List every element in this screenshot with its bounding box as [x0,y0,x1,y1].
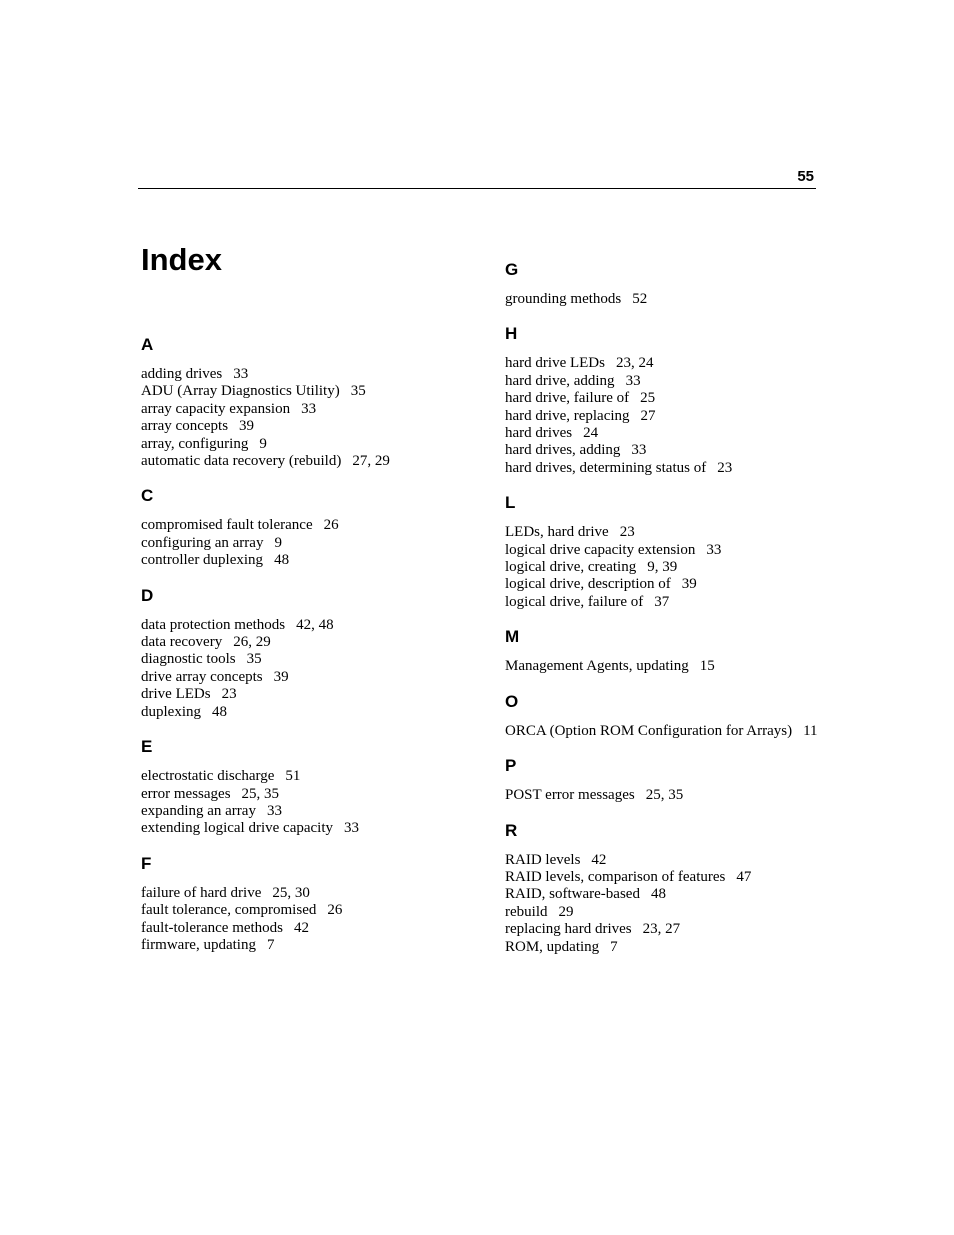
index-term: duplexing [141,703,201,720]
index-term: replacing hard drives [505,921,632,938]
index-entry-list [505,291,835,308]
index-term: fault tolerance, compromised [141,902,317,919]
header-rule [138,188,816,189]
index-term: controller duplexing [141,552,264,569]
index-term: error messages [141,785,231,802]
index-term: logical drive capacity extension [505,541,696,558]
section-letter: E [141,737,153,757]
index-entry-list [505,852,835,956]
index-page-refs: 42, 48 [296,616,334,633]
index-term: array concepts [141,418,229,435]
index-term: rebuild [505,903,548,920]
index-section-r [505,819,835,956]
index-entry-list [505,723,835,740]
index-entry [141,517,471,534]
index-page-refs: 23 [717,459,733,476]
index-term: diagnostic tools [141,651,236,668]
index-page-refs: 9, 39 [647,559,678,576]
index-entry [141,453,471,470]
index-term: hard drive LEDs [505,355,605,372]
index-entry-list [141,885,471,955]
index-section-h [505,322,835,477]
index-entry [141,401,471,418]
section-letter: G [505,260,519,279]
index-entry-list [505,524,835,611]
index-page-refs: 27 [640,407,656,424]
index-section-f [141,852,471,955]
index-term: failure of hard drive [141,884,262,901]
section-letter: O [505,691,519,711]
index-term: logical drive, creating [505,559,637,576]
index-entry [141,937,471,954]
index-page-refs: 35 [350,383,366,400]
index-entry-list [141,366,471,470]
index-page-refs: 27, 29 [352,453,390,470]
index-page-refs: 48 [212,703,227,720]
index-entry [141,383,471,400]
index-page-refs: 39 [239,418,255,435]
index-page-refs: 25, 35 [645,787,684,804]
index-page-refs: 26 [323,517,339,534]
index-term: extending logical drive capacity [141,820,334,837]
index-term: fault-tolerance methods [141,919,284,936]
index-page-refs: 9 [259,435,267,452]
index-page-refs: 24 [583,425,599,442]
index-entry [505,921,835,938]
index-entry [141,786,471,803]
index-page-refs: 25 [640,390,656,407]
index-term: automatic data recovery (rebuild) [141,453,342,470]
index-entry [141,768,471,785]
index-page-refs: 33 [706,541,722,558]
index-term: electrostatic discharge [141,768,275,785]
index-term: grounding methods [505,291,622,307]
index-term: RAID levels [505,851,581,868]
index-term: data recovery [141,634,223,651]
index-page-refs: 51 [285,768,301,785]
index-entry [505,852,835,869]
index-entry [141,436,471,453]
index-term: POST error messages [505,787,635,804]
index-term: LEDs, hard drive [505,524,609,541]
index-entry [505,542,835,559]
index-entry-list [505,658,835,675]
index-entry [141,651,471,668]
section-letter: C [141,486,154,506]
index-entry [141,669,471,686]
index-entry [505,576,835,593]
index-page-refs: 25, 35 [241,785,280,802]
index-page-refs: 42 [591,851,607,868]
index-term: adding drives [141,366,223,382]
index-entry-list [505,355,835,477]
index-entry [141,902,471,919]
index-page-refs: 33 [266,802,282,819]
index-entry-list [141,768,471,838]
index-term: logical drive, failure of [505,593,644,610]
index-term: drive LEDs [141,686,211,703]
index-page-refs: 39 [681,576,697,593]
index-entry [505,559,835,576]
index-entry [505,787,835,804]
index-column-left [141,333,471,968]
index-term: Management Agents, updating [505,658,689,675]
index-entry [505,904,835,921]
index-term: array capacity expansion [141,400,291,417]
index-entry [505,939,835,956]
index-section-c [141,484,471,569]
section-letter: F [141,853,152,873]
index-term: hard drives [505,425,573,442]
index-entry [141,820,471,837]
index-page-refs: 7 [610,938,618,955]
index-term: compromised fault tolerance [141,517,313,534]
index-entry [505,390,835,407]
index-page-refs: 33 [625,372,641,389]
index-term: ROM, updating [505,938,600,955]
index-page-refs: 42 [294,919,310,936]
index-page-refs: 9 [274,534,282,551]
index-page-refs: 33 [301,400,317,417]
index-term: hard drive, replacing [505,407,630,424]
index-term: hard drives, determining status of [505,459,707,476]
index-page-refs: 26 [327,902,343,919]
index-page-refs: 48 [650,886,666,903]
section-letter: L [505,493,516,513]
index-term: ORCA (Option ROM Configuration for Arrays) [505,722,793,739]
section-letter: P [505,756,517,776]
index-entry [505,425,835,442]
index-page-refs: 23 [221,686,237,703]
index-page-refs: 23 [619,524,635,541]
index-term: firmware, updating [141,936,256,953]
index-page-refs: 29 [558,903,574,920]
section-letter: H [505,324,518,344]
index-term: data protection methods [141,616,286,633]
page-number: 55 [797,168,814,185]
index-entry [141,920,471,937]
index-page-refs: 48 [274,552,290,569]
index-page-refs: 33 [233,366,249,382]
index-entry-list [141,617,471,721]
index-entry [141,535,471,552]
index-column-right [505,258,835,970]
index-page-refs: 33 [344,820,360,837]
index-entry [505,524,835,541]
section-letter: D [141,585,154,605]
index-term: configuring an array [141,534,264,551]
index-entry [141,634,471,651]
index-entry [141,418,471,435]
index-page-refs: 11 [803,722,818,739]
index-term: RAID, software-based [505,886,640,903]
index-entry [505,291,835,308]
index-term: logical drive, description of [505,576,671,593]
index-page-refs: 33 [631,442,647,459]
index-section-m [505,625,835,675]
section-letter: M [505,627,520,647]
index-entry [141,686,471,703]
index-entry [505,869,835,886]
index-section-o [505,690,835,740]
index-entry [505,594,835,611]
index-term: expanding an array [141,802,256,819]
index-page-refs: 15 [699,658,715,675]
index-entry [141,885,471,902]
index-entry [505,723,835,740]
index-page-refs: 7 [266,936,275,953]
index-entry [505,460,835,477]
index-entry [505,658,835,675]
index-page-refs: 47 [736,868,752,885]
index-page-refs: 23, 27 [642,921,681,938]
index-entry-list [505,787,835,804]
index-term: hard drive, adding [505,372,615,389]
section-letter: R [505,820,518,840]
page-title: Index [141,242,222,277]
index-page-refs: 23, 24 [615,355,654,372]
index-entry [141,366,471,383]
index-section-a [141,333,471,470]
index-term: drive array concepts [141,668,263,685]
index-page-refs: 25, 30 [272,884,310,901]
index-page-refs: 37 [654,593,670,610]
index-entry [505,373,835,390]
index-term: hard drive, failure of [505,390,630,407]
index-entry [141,704,471,721]
index-term: hard drives, adding [505,442,621,459]
index-entry [141,552,471,569]
index-page-refs: 39 [273,668,289,685]
index-entry [141,803,471,820]
index-section-l [505,491,835,611]
index-entry [505,408,835,425]
index-term: RAID levels, comparison of features [505,868,726,885]
index-section-d [141,584,471,721]
index-section-p [505,754,835,804]
index-entry-list [141,517,471,569]
index-term: array, configuring [141,435,249,452]
index-term: ADU (Array Diagnostics Utility) [141,383,340,400]
index-page-refs: 52 [632,291,648,307]
index-page-refs: 26, 29 [233,634,271,651]
index-entry [505,355,835,372]
index-entry [505,442,835,459]
index-section-e [141,735,471,838]
index-entry [505,886,835,903]
index-page-refs: 35 [246,651,262,668]
index-entry [141,617,471,634]
section-letter: A [141,335,154,354]
index-section-g [505,258,835,308]
